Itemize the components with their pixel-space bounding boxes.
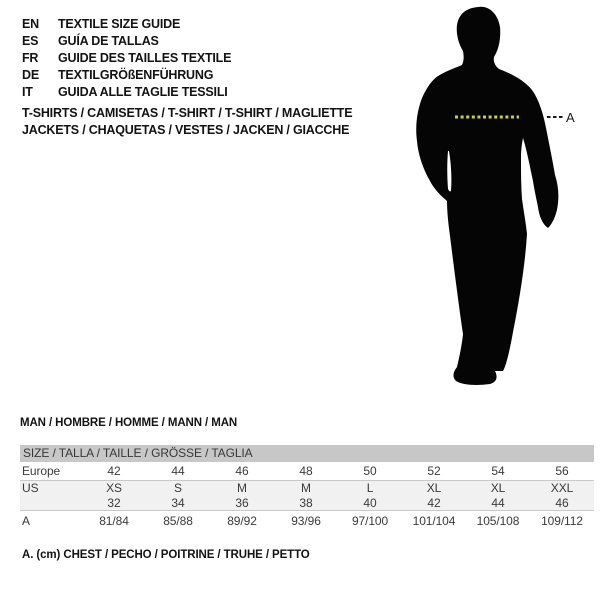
size-cell: 48 xyxy=(299,464,313,478)
category-line-jackets: JACKETS / CHAQUETAS / VESTES / JACKEN / GIACCHE xyxy=(22,122,350,137)
measurement-label-a: A xyxy=(566,110,575,125)
size-cell: 36 xyxy=(235,495,249,510)
size-table xyxy=(20,445,594,531)
language-row xyxy=(22,50,231,67)
man-silhouette-shape xyxy=(416,7,558,385)
size-cell: M xyxy=(237,481,247,495)
language-title: TEXTILGRÖßENFÜHRUNG xyxy=(58,67,214,82)
size-cell: 32 xyxy=(107,495,121,510)
language-code: DE xyxy=(22,67,39,82)
language-title: GUIDA ALLE TAGLIE TESSILI xyxy=(58,84,228,99)
size-cell: M xyxy=(301,481,311,495)
size-cell: 52 xyxy=(427,464,441,478)
size-cell: 50 xyxy=(363,464,377,478)
size-cell: 89/92 xyxy=(227,514,257,528)
language-title: TEXTILE SIZE GUIDE xyxy=(58,17,181,32)
size-cell: 44 xyxy=(491,495,505,510)
table-row-us xyxy=(20,480,594,495)
row-label: A xyxy=(22,514,30,528)
size-cell: 85/88 xyxy=(163,514,193,528)
size-cell: 42 xyxy=(107,464,121,478)
language-code: EN xyxy=(22,17,39,32)
size-cell: XXL xyxy=(550,481,574,495)
size-cell: S xyxy=(174,481,182,495)
language-code: FR xyxy=(22,50,39,65)
size-cell: 101/104 xyxy=(412,514,456,528)
language-row xyxy=(22,83,231,100)
size-cell: XS xyxy=(106,481,122,495)
category-line-tshirts: T-SHIRTS / CAMISETAS / T-SHIRT / T-SHIRT / MAGLIETTE xyxy=(22,106,353,120)
language-title: GUÍA DE TALLAS xyxy=(58,34,159,49)
section-title: MAN / HOMBRE / HOMME / MANN / MAN xyxy=(20,417,238,429)
category-lines xyxy=(22,105,352,138)
size-cell: 34 xyxy=(171,495,185,510)
measurement-footnote: A. (cm) CHEST / PECHO / POITRINE / TRUHE / PETTO xyxy=(22,549,310,561)
size-cell: 109/112 xyxy=(541,514,583,528)
size-cell: 93/96 xyxy=(291,514,321,528)
size-cell: XL xyxy=(490,481,506,495)
row-label: US xyxy=(22,481,39,495)
language-title: GUIDE DES TAILLES TEXTILE xyxy=(58,50,232,65)
size-cell: 81/84 xyxy=(99,514,129,528)
size-cell: 54 xyxy=(491,464,505,478)
language-code: ES xyxy=(22,34,39,49)
language-list xyxy=(22,16,231,100)
size-cell: 40 xyxy=(363,495,377,510)
size-cell: 56 xyxy=(555,464,569,478)
size-cell: 38 xyxy=(299,495,313,510)
table-row-europe xyxy=(20,462,594,480)
row-label: Europe xyxy=(22,464,61,478)
size-cell: 46 xyxy=(235,464,249,478)
size-cell: XL xyxy=(426,481,442,495)
table-row-chest-cm xyxy=(20,510,594,531)
language-row xyxy=(22,33,231,50)
size-cell: 97/100 xyxy=(351,514,389,528)
size-cell: L xyxy=(366,481,374,495)
size-cell: 42 xyxy=(427,495,441,510)
language-row xyxy=(22,16,231,33)
size-cell: 44 xyxy=(171,464,185,478)
man-silhouette xyxy=(400,0,600,400)
language-row xyxy=(22,66,231,83)
table-row-alt-sizes xyxy=(20,495,594,510)
language-code: IT xyxy=(22,84,33,99)
table-header: SIZE / TALLA / TAILLE / GRÖSSE / TAGLIA xyxy=(20,445,594,462)
size-cell: 105/108 xyxy=(476,514,520,528)
size-cell: 46 xyxy=(555,495,569,510)
